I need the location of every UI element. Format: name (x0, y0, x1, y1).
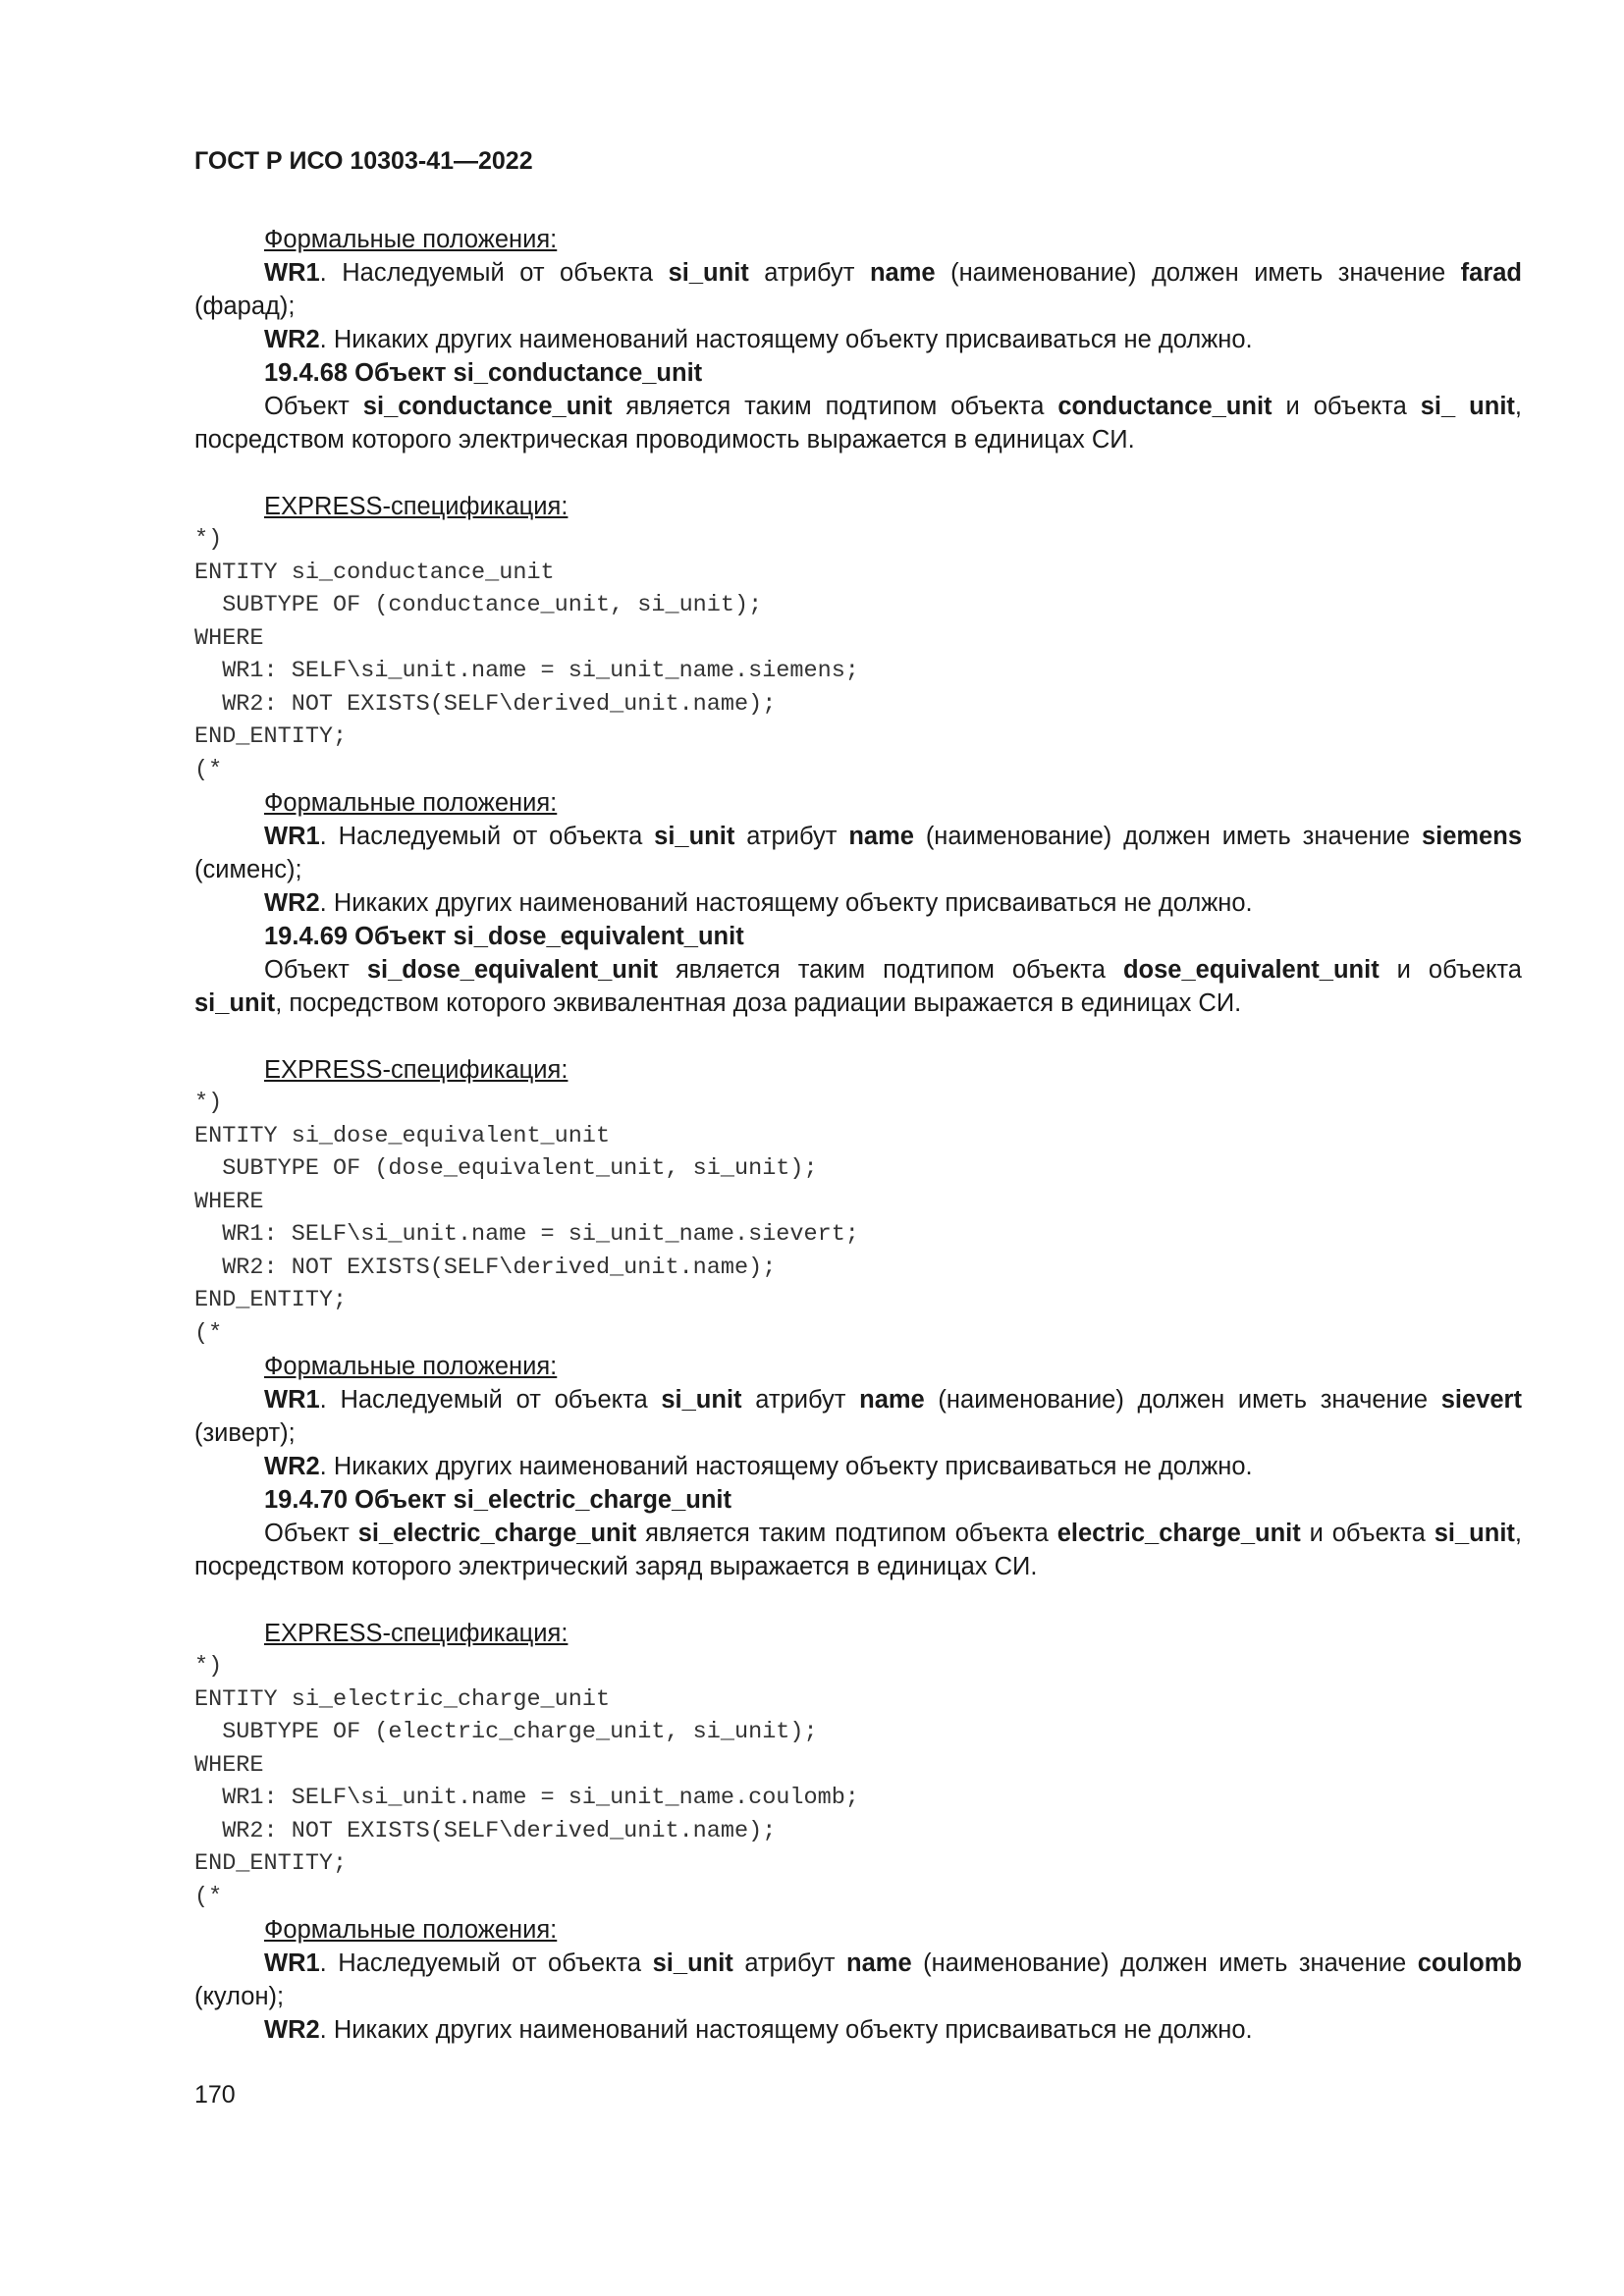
section-heading: 19.4.69 Объект si_dose_equivalent_unit (264, 923, 744, 950)
express-label: EXPRESS-спецификация: (264, 1620, 568, 1647)
formal-label: Формальные положения: (264, 789, 558, 817)
wr2-paragraph: WR2. Никаких других наименований настоящему объекту присваиваться не должно. (264, 326, 1253, 353)
section-description: Объект si_electric_charge_unit является таким подтипом объекта electric_charge_unit и объекта si_unit, посредством которого электрический заряд выражается в единицах СИ. (194, 1520, 1522, 1580)
express-label: EXPRESS-спецификация: (264, 493, 568, 520)
wr2-paragraph: WR2. Никаких других наименований настоящему объекту присваиваться не должно. (264, 889, 1253, 917)
express-label: EXPRESS-спецификация: (264, 1056, 568, 1084)
section-description: Объект si_dose_equivalent_unit является таким подтипом объекта dose_equivalent_unit и объекта si_unit, посредством которого эквивалентная доза радиации выражается в единицах СИ. (194, 956, 1522, 1017)
express-code-block: *) ENTITY si_dose_equivalent_unit SUBTYPE OF (dose_equivalent_unit, si_unit); WHERE WR1: SELF\si_unit.name = si_unit_name.sievert; WR2: NOT EXISTS(SELF\derived_unit.name); END_ENTITY; (* (194, 1090, 859, 1347)
formal-label: Формальные положения: (264, 1916, 558, 1944)
express-code-block: *) ENTITY si_electric_charge_unit SUBTYPE OF (electric_charge_unit, si_unit); WHERE WR1: SELF\si_unit.name = si_unit_name.coulomb; WR2: NOT EXISTS(SELF\derived_unit.name); END_ENTITY; (* (194, 1653, 859, 1910)
express-code-block: *) ENTITY si_conductance_unit SUBTYPE OF (conductance_unit, si_unit); WHERE WR1: SELF\si_unit.name = si_unit_name.siemens; WR2: NOT EXISTS(SELF\derived_unit.name); END_ENTITY; (* (194, 526, 859, 783)
formal-label: Формальные положения: (264, 1353, 558, 1380)
wr1-paragraph: WR1. Наследуемый от объекта si_unit атрибут name (наименование) должен иметь значение sievert (зиверт); (194, 1386, 1522, 1447)
wr2-paragraph: WR2. Никаких других наименований настоящему объекту присваиваться не должно. (264, 2016, 1253, 2044)
wr1-paragraph: WR1. Наследуемый от объекта si_unit атрибут name (наименование) должен иметь значение coulomb (кулон); (194, 1949, 1522, 2010)
wr2-paragraph: WR2. Никаких других наименований настоящему объекту присваиваться не должно. (264, 1453, 1253, 1480)
section-description: Объект si_conductance_unit является таким подтипом объекта conductance_unit и объекта si_ unit, посредством которого электрическая проводимость выражается в единицах СИ. (194, 393, 1522, 454)
document-page (194, 147, 1522, 2047)
section-heading: 19.4.70 Объект si_electric_charge_unit (264, 1486, 731, 1514)
formal-label: Формальные положения: (264, 226, 558, 253)
section-heading: 19.4.68 Объект si_conductance_unit (264, 359, 703, 387)
wr1-paragraph: WR1. Наследуемый от объекта si_unit атрибут name (наименование) должен иметь значение farad (фарад); (194, 259, 1522, 320)
wr1-paragraph: WR1. Наследуемый от объекта si_unit атрибут name (наименование) должен иметь значение siemens (сименс); (194, 823, 1522, 883)
document-header: ГОСТ Р ИСО 10303-41—2022 (194, 147, 533, 175)
page-number: 170 (194, 2081, 236, 2109)
